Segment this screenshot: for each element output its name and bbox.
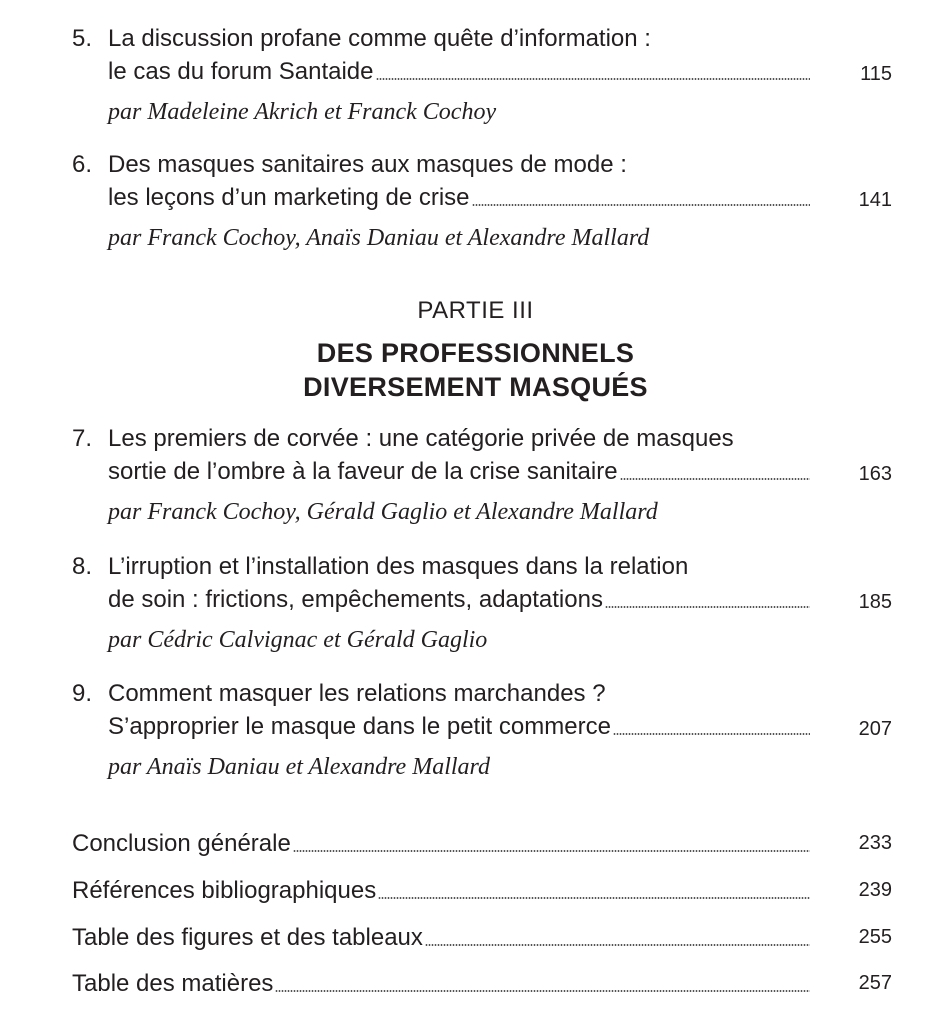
chapter-authors: par Anaïs Daniau et Alexandre Mallard <box>108 754 490 780</box>
toc-entry-references[interactable] <box>72 874 892 907</box>
chapter-title-line-1: La discussion profane comme quête d’information : <box>108 25 651 52</box>
page-number: 115 <box>860 63 892 85</box>
entry-title: Conclusion générale <box>72 830 291 857</box>
chapter-authors: par Franck Cochoy, Gérald Gaglio et Alexandre Mallard <box>108 499 658 525</box>
chapter-title-line-1: Comment masquer les relations marchandes ? <box>108 680 606 707</box>
toc-entry-table-of-contents[interactable] <box>72 967 892 1000</box>
part-title-line-1: DES PROFESSIONNELS <box>316 338 635 368</box>
entry-title: Table des figures et des tableaux <box>72 924 423 951</box>
page-number: 255 <box>858 926 892 948</box>
dot-leader <box>275 990 810 992</box>
page-number: 185 <box>858 591 892 613</box>
page-number: 233 <box>858 832 892 854</box>
chapter-title-line-2: sortie de l’ombre à la faveur de la crise sanitaire <box>108 458 618 485</box>
chapter-title-line-1: Des masques sanitaires aux masques de mode : <box>108 151 627 178</box>
chapter-title-line-2: le cas du forum Santaide <box>108 58 374 85</box>
part-header <box>0 296 951 404</box>
dot-leader <box>425 944 810 946</box>
chapter-authors: par Cédric Calvignac et Gérald Gaglio <box>108 627 488 653</box>
chapter-number: 8. <box>72 553 93 580</box>
entry-title: Références bibliographiques <box>72 877 377 904</box>
dot-leader <box>613 733 810 735</box>
chapter-title-line-1: Les premiers de corvée : une catégorie privée de masques <box>108 425 734 452</box>
part-label: PARTIE III <box>417 297 534 324</box>
entry-title: Table des matières <box>72 970 274 997</box>
dot-leader <box>293 850 810 852</box>
chapter-title-line-2: S’approprier le masque dans le petit commerce <box>108 713 611 740</box>
dot-leader <box>378 897 810 899</box>
chapter-number: 9. <box>72 680 93 707</box>
toc-entry-chapter-8[interactable] <box>72 550 892 657</box>
dot-leader <box>605 606 810 608</box>
toc-entry-chapter-7[interactable] <box>72 422 892 529</box>
page-number: 257 <box>858 972 892 994</box>
chapter-title-line-2: les leçons d’un marketing de crise <box>108 184 470 211</box>
chapter-number: 6. <box>72 151 93 178</box>
dot-leader <box>472 204 810 206</box>
page-number: 141 <box>858 189 892 211</box>
dot-leader <box>620 478 810 480</box>
part-title-line-2: DIVERSEMENT MASQUÉS <box>303 372 648 402</box>
chapter-number: 5. <box>72 25 93 52</box>
chapter-title-line-1: L’irruption et l’installation des masques dans la relation <box>108 553 689 580</box>
page-number: 239 <box>858 879 892 901</box>
dot-leader <box>376 78 811 80</box>
toc-entry-conclusion[interactable] <box>72 827 892 860</box>
toc-entry-chapter-6[interactable] <box>72 148 892 255</box>
chapter-number: 7. <box>72 425 93 452</box>
chapter-authors: par Franck Cochoy, Anaïs Daniau et Alexandre Mallard <box>108 225 650 251</box>
toc-entry-chapter-5[interactable] <box>72 22 892 129</box>
toc-entry-figures-tables[interactable] <box>72 921 892 954</box>
page-number: 207 <box>858 718 892 740</box>
toc-entry-chapter-9[interactable] <box>72 677 892 784</box>
part-title <box>0 336 951 404</box>
page-number: 163 <box>858 463 892 485</box>
chapter-title-line-2: de soin : frictions, empêchements, adaptations <box>108 586 603 613</box>
chapter-authors: par Madeleine Akrich et Franck Cochoy <box>108 99 497 125</box>
